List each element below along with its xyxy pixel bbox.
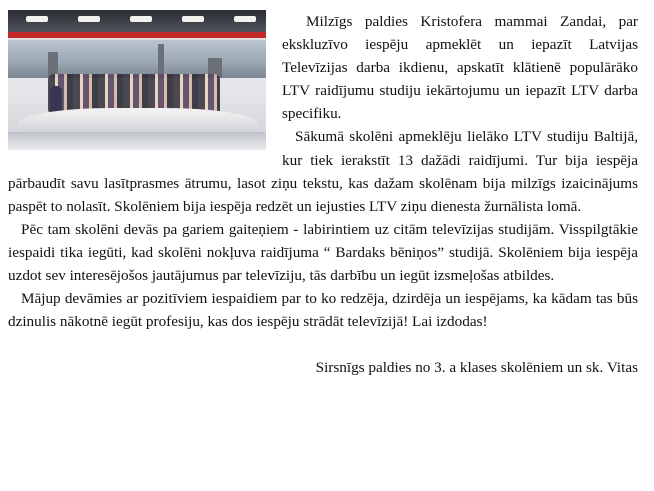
ceiling-light xyxy=(234,16,256,22)
ceiling-light xyxy=(78,16,100,22)
intro-paragraph: Milzīgs paldies Kristofera mammai Zandai, par ekskluzīvo iespēju apmeklēt un iepazīt Latvijas Televīzijas darba ikdienu, apskatīt klātienē populārāko LTV raidījumu studiju iekārtojumu un iepazīt LTV darba specifiku. xyxy=(282,13,638,123)
student-group xyxy=(48,74,220,112)
paragraph-studio-visit: Sākumā skolēni apmeklēju lielāko LTV studiju Baltijā, kur tiek ierakstīt 13 dažādi raidījumi. Tur bija iespēja pārbaudīt savu lasītprasmes ātrumu, lasot ziņu tekstu, kas dažam skolēnam bija milzīgs izaicinājums paspēt to nolasīt. Skolēniem bija iespēja redzēt un iejusties LTV ziņu dienesta žurnālista lomā. xyxy=(8,128,638,215)
studio-floor xyxy=(8,132,266,150)
signature-line: Sirsnīgs paldies no 3. a klases skolēniem un sk. Vitas xyxy=(315,359,638,377)
document-body xyxy=(8,10,638,379)
news-desk xyxy=(18,108,258,134)
city-skyline-backdrop xyxy=(8,40,266,78)
skyline-spire xyxy=(158,44,164,78)
ceiling-light xyxy=(130,16,152,22)
studio-red-stripe xyxy=(8,32,266,38)
paragraph-conclusion: Mājup devāmies ar pozitīviem iespaidiem par to ko redzēja, dzirdēja un iespējams, ka kādam tas būs dzinulis nākotnē iegūt profesiju, kas dos iespēju strādāt televīzijā! Lai izdodas! xyxy=(8,290,638,331)
tv-studio-group-photo xyxy=(8,10,266,150)
ceiling-light xyxy=(182,16,204,22)
paragraph-corridors: Pēc tam skolēni devās pa gariem gaiteņiem - labirintiem uz citām televīzijas studijām. Visspilgtākie iespaidi tika iegūti, kad skolēni nokļuva raidījuma “ Bardaks bēniņos” studijā. Skolēniem bija iespēja uzdot sev interesējošos jautājumus par televīziju, tās darbību un iegūt izsmeļošas atbildes. xyxy=(8,220,638,285)
ceiling-light xyxy=(26,16,48,22)
